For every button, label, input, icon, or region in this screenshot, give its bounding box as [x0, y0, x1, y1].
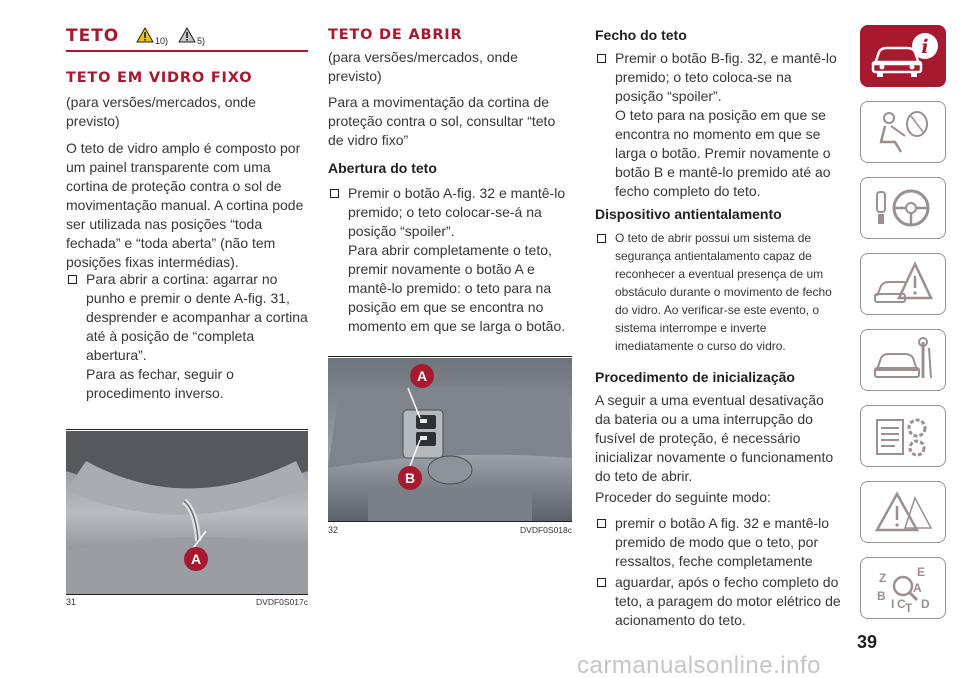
bullet-init-step-2-text: aguardar, após o fecho completo do teto, a paragem do motor elétrico de acionamento do teto. — [615, 574, 841, 628]
warning-triangle-icon — [136, 27, 154, 43]
tab-car-info[interactable] — [860, 25, 946, 87]
figure-32-roof-buttons-photo — [328, 358, 572, 521]
subheading-roof-closing: Fecho do teto — [595, 27, 687, 43]
figure-31-code: DVDF0S017c — [256, 597, 308, 607]
bullet-box — [68, 275, 77, 284]
index-letter-d: D — [921, 597, 930, 611]
index-letter-t: T — [905, 601, 913, 615]
bullet-close-roof — [595, 49, 843, 201]
figure-32-marker-b: B — [404, 470, 416, 486]
index-letter-b: B — [877, 589, 886, 603]
bullet-init-step-2 — [595, 573, 843, 630]
description-opening-roof: Para a movimentação da cortina de proteção contra o sol, consultar “teto de vidro fixo” — [328, 94, 556, 148]
index-letters-icon — [871, 560, 935, 616]
initialization-intro: Proceder do seguinte modo: — [595, 489, 771, 505]
bullet-open-curtain-continuation: Para as fechar, seguir o procedimento inverso. — [86, 366, 234, 401]
steering-wheel-key-icon — [871, 182, 935, 234]
bullet-anti-pinch — [595, 229, 843, 355]
intro-opening-roof: (para versões/mercados, onde previsto) — [328, 49, 518, 84]
description-fixed-roof: O teto de vidro amplo é composto por um painel transparente com uma cortina de proteção contra o sol de movimentação manual. A cortina pode ser utilizada nas posições “toda fechada” e “toda aberta” (não tem posições fixas intermédias). — [66, 140, 304, 270]
figure-31-top-rule — [66, 429, 308, 430]
page-number: 39 — [857, 632, 878, 652]
index-letter-i: I — [891, 597, 895, 611]
bullet-box — [597, 578, 606, 587]
caution-triangle-icon — [178, 27, 196, 43]
tab-index[interactable] — [860, 557, 946, 619]
bullet-open-roof — [328, 184, 576, 336]
bullet-init-step-1 — [595, 514, 843, 571]
title-rule — [66, 50, 308, 52]
subheading-anti-pinch: Dispositivo antientalamento — [595, 206, 782, 222]
heading-fixed-glass-roof: TETO EM VIDRO FIXO — [66, 70, 253, 86]
index-letter-c: C — [897, 597, 906, 611]
index-letter-z: Z — [879, 571, 887, 585]
intro-fixed-roof: (para versões/mercados, onde previsto) — [66, 94, 256, 129]
bullet-open-curtain — [66, 270, 310, 403]
figure-32-code: DVDF0S018c — [520, 525, 572, 535]
figure-32-bottom-rule — [328, 521, 572, 522]
tab-warnings[interactable] — [860, 481, 946, 543]
initialization-description: A seguir a uma eventual desativação da bateria ou a uma interrupção do fusível de proteção, é necessário inicializar novamente o funcionamento do teto de abrir. — [595, 392, 834, 484]
subheading-initialization: Procedimento de inicialização — [595, 369, 795, 385]
tab-technical-data[interactable] — [860, 405, 946, 467]
figure-32-marker-a: A — [416, 368, 428, 384]
airbag-seat-icon — [871, 106, 935, 158]
figure-32-top-rule — [328, 356, 572, 357]
car-wrench-icon — [871, 334, 935, 386]
bullet-anti-pinch-text: O teto de abrir possui um sistema de segurança antientalamento capaz de reconhecer a eventual presença de um obstáculo durante o movimento de fecho do vidro. Ao verificar-se este evento, o sistema interrompe e inverte imediatamente o curso do vidro. — [615, 231, 832, 353]
figure-32-caption: 32 — [328, 525, 339, 535]
bullet-close-roof-continuation: O teto para na posição em que se encontra no momento em que se larga o botão. Premir novamente o botão B e mantê-lo premido até ao fecho completo do teto. — [615, 107, 831, 199]
bullet-open-roof-text: Premir o botão A-fig. 32 e mantê-lo premido; o teto colocar-se-á na posição “spoiler”. — [348, 185, 566, 239]
index-letter-e: E — [917, 565, 926, 579]
bullet-box — [597, 519, 606, 528]
subheading-roof-opening: Abertura do teto — [328, 160, 437, 176]
bullet-box — [597, 234, 606, 243]
svg-text:i: i — [921, 36, 929, 58]
figure-31-marker-a: A — [190, 551, 202, 567]
specs-gear-icon — [871, 410, 935, 462]
warning-ref-2: 5) — [197, 36, 206, 46]
index-letter-a: A — [913, 581, 922, 595]
tab-emergency[interactable] — [860, 253, 946, 315]
car-info-icon — [867, 30, 939, 82]
figure-31-roof-photo — [66, 431, 308, 594]
tab-starting-driving[interactable] — [860, 177, 946, 239]
heading-opening-roof: TETO DE ABRIR — [328, 27, 463, 43]
bullet-box — [330, 189, 339, 198]
bullet-box — [597, 54, 606, 63]
bullet-init-step-1-text: premir o botão A fig. 32 e mantê-lo premido de modo que o teto, por ressaltos, feche completamente — [615, 515, 830, 569]
bullet-close-roof-text: Premir o botão B-fig. 32, e mantê-lo premido; o teto coloca-se na posição “spoiler”. — [615, 50, 837, 104]
page-title: TETO — [66, 26, 120, 46]
car-warning-icon — [871, 258, 935, 310]
watermark: carmanualsonline.info — [577, 652, 821, 678]
bullet-open-roof-continuation: Para abrir completamente o teto, premir novamente o botão A e mantê-lo premido: o teto para na posição em que se encontra no momento em que se larga o botão. — [348, 242, 566, 334]
figure-31-bottom-rule — [66, 594, 308, 595]
tab-maintenance[interactable] — [860, 329, 946, 391]
bullet-open-curtain-text: Para abrir a cortina: agarrar no punho e premir o dente A-fig. 31, desprender e acompanhar a cortina até à posição de “completa abertura”. — [86, 271, 308, 363]
warning-ref-1: 10) — [155, 36, 169, 46]
warning-document-icon — [871, 486, 935, 538]
tab-safety[interactable] — [860, 101, 946, 163]
figure-31-caption: 31 — [66, 597, 77, 607]
